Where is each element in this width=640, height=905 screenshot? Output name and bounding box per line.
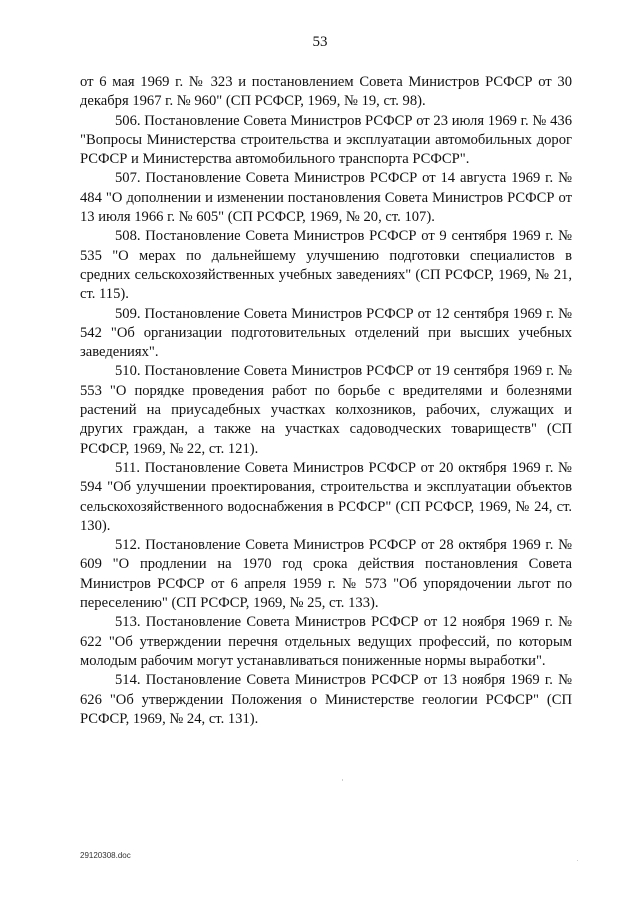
footer-file-code: 29120308.doc	[80, 851, 131, 860]
paragraph-continuation: от 6 мая 1969 г. № 323 и постановлением Совета Министров РСФСР от 30 декабря 1967 г. № 960" (СП РСФСР, 1969, № 19, ст. 98).	[80, 74, 572, 110]
paragraph-item-508: 508. Постановление Совета Министров РСФСР от 9 сентября 1969 г. № 535 "О мерах по дальнейшему улучшению подготовки специалистов в средних сельскохозяйственных учебных заведениях" (СП РСФСР, 1969, № 21, ст. 115).	[80, 228, 572, 303]
scan-speck	[342, 779, 343, 781]
paragraph-item-511: 511. Постановление Совета Министров РСФСР от 20 октября 1969 г. № 594 "Об улучшении проектирования, строительства и эксплуатации объектов сельскохозяйственного водоснабжения в РСФСР" (СП РСФСР, 1969, № 24, ст. 130).	[80, 459, 572, 534]
paragraph-item-514: 514. Постановление Совета Министров РСФСР от 13 ноября 1969 г. № 626 "Об утверждении Положения о Министерстве геологии РСФСР" (СП РСФСР, 1969, № 24, ст. 131).	[80, 672, 572, 727]
paragraph-item-509: 509. Постановление Совета Министров РСФСР от 12 сентября 1969 г. № 542 "Об организации подготовительных отделений при высших учебных заведениях".	[80, 305, 572, 361]
paragraph-item-512: 512. Постановление Совета Министров РСФСР от 28 октября 1969 г. № 609 "О продлении на 1970 год срока действия постановления Совета Министров РСФСР от 6 апреля 1959 г. № 573 "Об упорядочении льгот по переселению" (СП РСФСР, 1969, № 25, ст. 133).	[80, 537, 572, 612]
paragraph-item-506: 506. Постановление Совета Министров РСФСР от 23 июля 1969 г. № 436 "Вопросы Министерства строительства и эксплуатации автомобильных дорог РСФСР и Министерства автомобильного транспорта РСФСР".	[80, 112, 572, 168]
scan-speck	[577, 860, 578, 861]
paragraph-item-510: 510. Постановление Совета Министров РСФСР от 19 сентября 1969 г. № 553 "О порядке проведения работ по борьбе с вредителями и болезнями растений на приусадебных участках колхозников, рабочих, служащих и других граждан, а также на участках садоводческих товариществ" (СП РСФСР, 1969, № 22, ст. 121).	[80, 363, 572, 457]
document-body	[80, 73, 572, 729]
page-number: 53	[312, 34, 328, 50]
paragraph-item-507: 507. Постановление Совета Министров РСФСР от 14 августа 1969 г. № 484 "О дополнении и изменении постановления Совета Министров РСФСР от 13 июля 1966 г. № 605" (СП РСФСР, 1969, № 20, ст. 107).	[80, 170, 572, 226]
paragraph-item-513: 513. Постановление Совета Министров РСФСР от 12 ноября 1969 г. № 622 "Об утверждении перечня отдельных ведущих профессий, по которым молодым рабочим могут устанавливаться пониженные нормы выработки".	[80, 614, 572, 669]
